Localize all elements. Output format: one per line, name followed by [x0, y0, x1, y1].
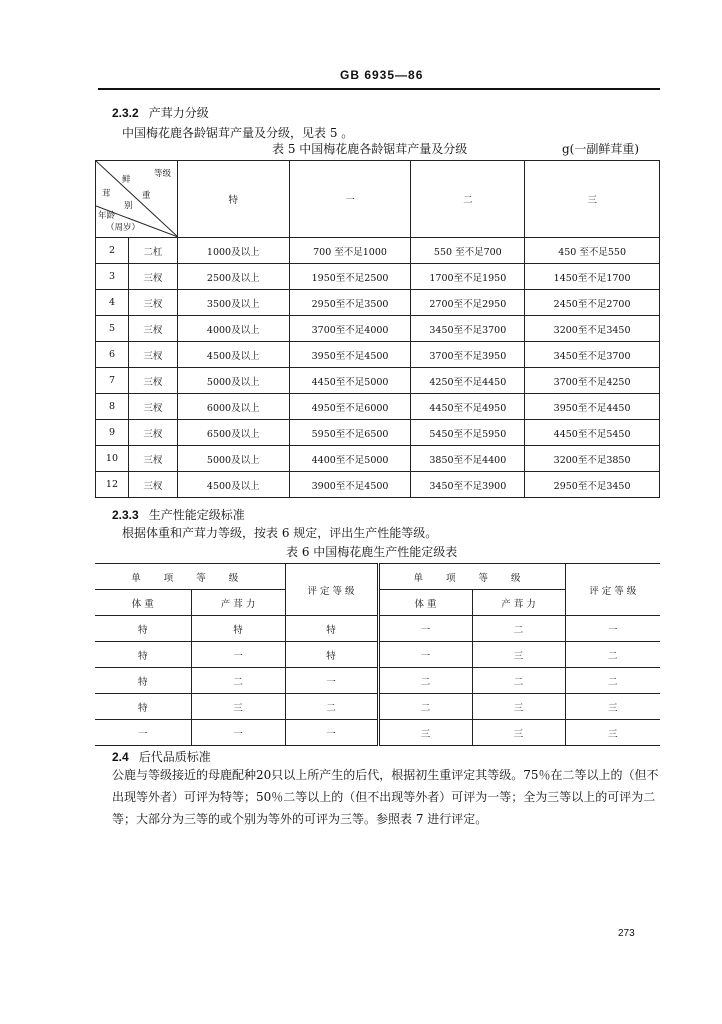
cell: 特 — [285, 642, 378, 668]
cell: 二杠 — [128, 238, 177, 264]
cell: 2 — [96, 238, 129, 264]
cell: 9 — [96, 420, 129, 446]
cell: 3850至不足4400 — [411, 446, 525, 472]
corner-age-unit: （周岁） — [106, 223, 141, 233]
cell: 5450至不足5950 — [411, 420, 525, 446]
table-row — [95, 616, 660, 642]
cell: 一 — [378, 642, 472, 668]
table-row — [95, 720, 660, 746]
section-number: 2.3.3 — [112, 508, 139, 522]
table-row — [95, 668, 660, 694]
cell: 1950至不足2500 — [289, 264, 411, 290]
cell: 3700至不足4000 — [289, 316, 411, 342]
cell: 4450至不足4950 — [411, 394, 525, 420]
cell: 7 — [96, 368, 129, 394]
item-grade-header-text: 单 项 等 级 — [131, 572, 249, 584]
cell: 4400至不足5000 — [289, 446, 411, 472]
eval-grade-header — [565, 564, 660, 616]
cell: 4000及以上 — [177, 316, 289, 342]
table-row — [96, 342, 660, 368]
cell: 三杈 — [128, 316, 177, 342]
cell: 一 — [285, 668, 378, 694]
section-number: 2.3.2 — [112, 106, 139, 120]
cell: 一 — [565, 616, 660, 642]
cell: 6 — [96, 342, 129, 368]
table-row — [96, 420, 660, 446]
table-row — [96, 446, 660, 472]
cell: 4250至不足4450 — [411, 368, 525, 394]
cell: 1700至不足1950 — [411, 264, 525, 290]
cell: 4500及以上 — [177, 472, 289, 498]
cell: 3900至不足4500 — [289, 472, 411, 498]
cell: 二 — [472, 616, 565, 642]
cell: 3200至不足3450 — [525, 316, 660, 342]
yield-header: 产 茸 力 — [191, 590, 285, 616]
grade-header: 一 — [289, 161, 411, 238]
cell: 4950至不足6000 — [289, 394, 411, 420]
cell: 三杈 — [128, 472, 177, 498]
cell: 4450至不足5000 — [289, 368, 411, 394]
cell: 5950至不足6500 — [289, 420, 411, 446]
cell: 二 — [378, 694, 472, 720]
corner-weight-label: 重 — [142, 191, 151, 201]
running-header: GB 6935—86 — [340, 68, 424, 82]
cell: 3450至不足3700 — [411, 316, 525, 342]
cell: 700 至不足1000 — [289, 238, 411, 264]
cell: 特 — [95, 642, 191, 668]
cell: 2500及以上 — [177, 264, 289, 290]
table6-caption: 表 6 中国梅花鹿生产性能定级表 — [286, 545, 458, 559]
cell: 三杈 — [128, 264, 177, 290]
cell: 3700至不足4250 — [525, 368, 660, 394]
cell: 6500及以上 — [177, 420, 289, 446]
corner-type-label: 别 — [124, 201, 133, 211]
cell: 二 — [191, 668, 285, 694]
table-row — [96, 394, 660, 420]
cell: 8 — [96, 394, 129, 420]
cell: 4 — [96, 290, 129, 316]
cell: 三 — [472, 720, 565, 746]
section-number: 2.4 — [112, 750, 129, 764]
grade-header: 二 — [411, 161, 525, 238]
item-grade-header — [95, 564, 285, 590]
cell: 一 — [191, 720, 285, 746]
cell: 二 — [565, 642, 660, 668]
table-row — [96, 290, 660, 316]
cell: 2950至不足3500 — [289, 290, 411, 316]
cell: 二 — [472, 668, 565, 694]
cell: 三 — [472, 642, 565, 668]
cell: 3450至不足3900 — [411, 472, 525, 498]
cell: 5000及以上 — [177, 446, 289, 472]
cell: 特 — [285, 616, 378, 642]
cell: 三杈 — [128, 420, 177, 446]
cell: 3 — [96, 264, 129, 290]
cell: 3450至不足3700 — [525, 342, 660, 368]
cell: 10 — [96, 446, 129, 472]
table-row — [95, 642, 660, 668]
cell: 三 — [472, 694, 565, 720]
cell: 2950至不足3450 — [525, 472, 660, 498]
cell: 特 — [95, 616, 191, 642]
eval-grade-header-text: 评 定 等 级 — [589, 585, 637, 597]
cell: 三杈 — [128, 368, 177, 394]
table6 — [95, 563, 660, 746]
table5-corner-cell — [96, 161, 178, 238]
weight-header: 体 重 — [95, 590, 191, 616]
table-row — [96, 316, 660, 342]
section-title: 生产性能定级标准 — [148, 508, 245, 522]
cell: 1000及以上 — [177, 238, 289, 264]
cell: 3700至不足3950 — [411, 342, 525, 368]
cell: 三 — [191, 694, 285, 720]
cell: 1450至不足1700 — [525, 264, 660, 290]
page-number: 273 — [618, 928, 635, 939]
cell: 三 — [565, 694, 660, 720]
grade-header: 特 — [177, 161, 289, 238]
section-title: 产茸力分级 — [148, 106, 209, 120]
table5 — [95, 160, 660, 498]
cell: 特 — [95, 668, 191, 694]
section-2-4 — [112, 748, 211, 765]
grade-header: 三 — [525, 161, 660, 238]
section-2-3-2 — [112, 104, 209, 121]
table-row — [95, 694, 660, 720]
cell: 5000及以上 — [177, 368, 289, 394]
cell: 3950至不足4450 — [525, 394, 660, 420]
table-row — [96, 264, 660, 290]
cell: 特 — [95, 694, 191, 720]
cell: 二 — [565, 668, 660, 694]
cell: 2700至不足2950 — [411, 290, 525, 316]
item-grade-header-text: 单 项 等 级 — [413, 572, 531, 584]
cell: 特 — [191, 616, 285, 642]
cell: 4450至不足5450 — [525, 420, 660, 446]
eval-grade-header — [285, 564, 378, 616]
cell: 一 — [285, 720, 378, 746]
cell: 一 — [378, 616, 472, 642]
table5-caption: 表 5 中国梅花鹿各龄锯茸产量及分级 — [272, 142, 468, 156]
item-grade-header — [378, 564, 565, 590]
corner-antler-label: 茸 — [102, 189, 111, 199]
table-row — [96, 368, 660, 394]
cell: 二 — [285, 694, 378, 720]
cell: 550 至不足700 — [411, 238, 525, 264]
section-2-3-3 — [112, 506, 245, 523]
section-title: 后代品质标准 — [138, 750, 211, 764]
cell: 三 — [378, 720, 472, 746]
yield-header: 产 茸 力 — [472, 590, 565, 616]
cell: 三杈 — [128, 394, 177, 420]
paragraph-1: 中国梅花鹿各龄锯茸产量及分级，见表 5 。 — [122, 126, 354, 140]
cell: 三杈 — [128, 446, 177, 472]
cell: 4500及以上 — [177, 342, 289, 368]
cell: 三杈 — [128, 290, 177, 316]
cell: 三杈 — [128, 342, 177, 368]
paragraph-2: 根据体重和产茸力等级，按表 6 规定，评出生产性能等级。 — [122, 526, 438, 540]
cell: 二 — [378, 668, 472, 694]
cell: 3500及以上 — [177, 290, 289, 316]
cell: 三 — [565, 720, 660, 746]
corner-age-label: 年龄 — [98, 211, 116, 221]
cell: 6000及以上 — [177, 394, 289, 420]
cell: 5 — [96, 316, 129, 342]
cell: 450 至不足550 — [525, 238, 660, 264]
cell: 3950至不足4500 — [289, 342, 411, 368]
cell: 一 — [95, 720, 191, 746]
weight-header: 体 重 — [378, 590, 472, 616]
corner-grade-label: 等级 — [154, 169, 172, 179]
eval-grade-header-text: 评 定 等 级 — [307, 585, 355, 597]
corner-fresh-label: 鲜 — [122, 175, 131, 185]
header-rule — [98, 88, 660, 90]
table-row — [96, 238, 660, 264]
table5-unit: g(一副鲜茸重) — [562, 142, 640, 156]
cell: 2450至不足2700 — [525, 290, 660, 316]
cell: 一 — [191, 642, 285, 668]
paragraph-3: 公鹿与等级接近的母鹿配种20只以上所产生的后代，根据初生重评定其等级。75％在二等以上的（但不出现等外者）可评为特等；50％二等以上的（但不出现等外者）可评为一等；全为三等以上的可评为二等；大部分为三等的或个别为等外的可评为三等。参照表 7 进行评定。 — [112, 768, 659, 826]
table-row — [96, 472, 660, 498]
cell: 12 — [96, 472, 129, 498]
cell: 3200至不足3850 — [525, 446, 660, 472]
